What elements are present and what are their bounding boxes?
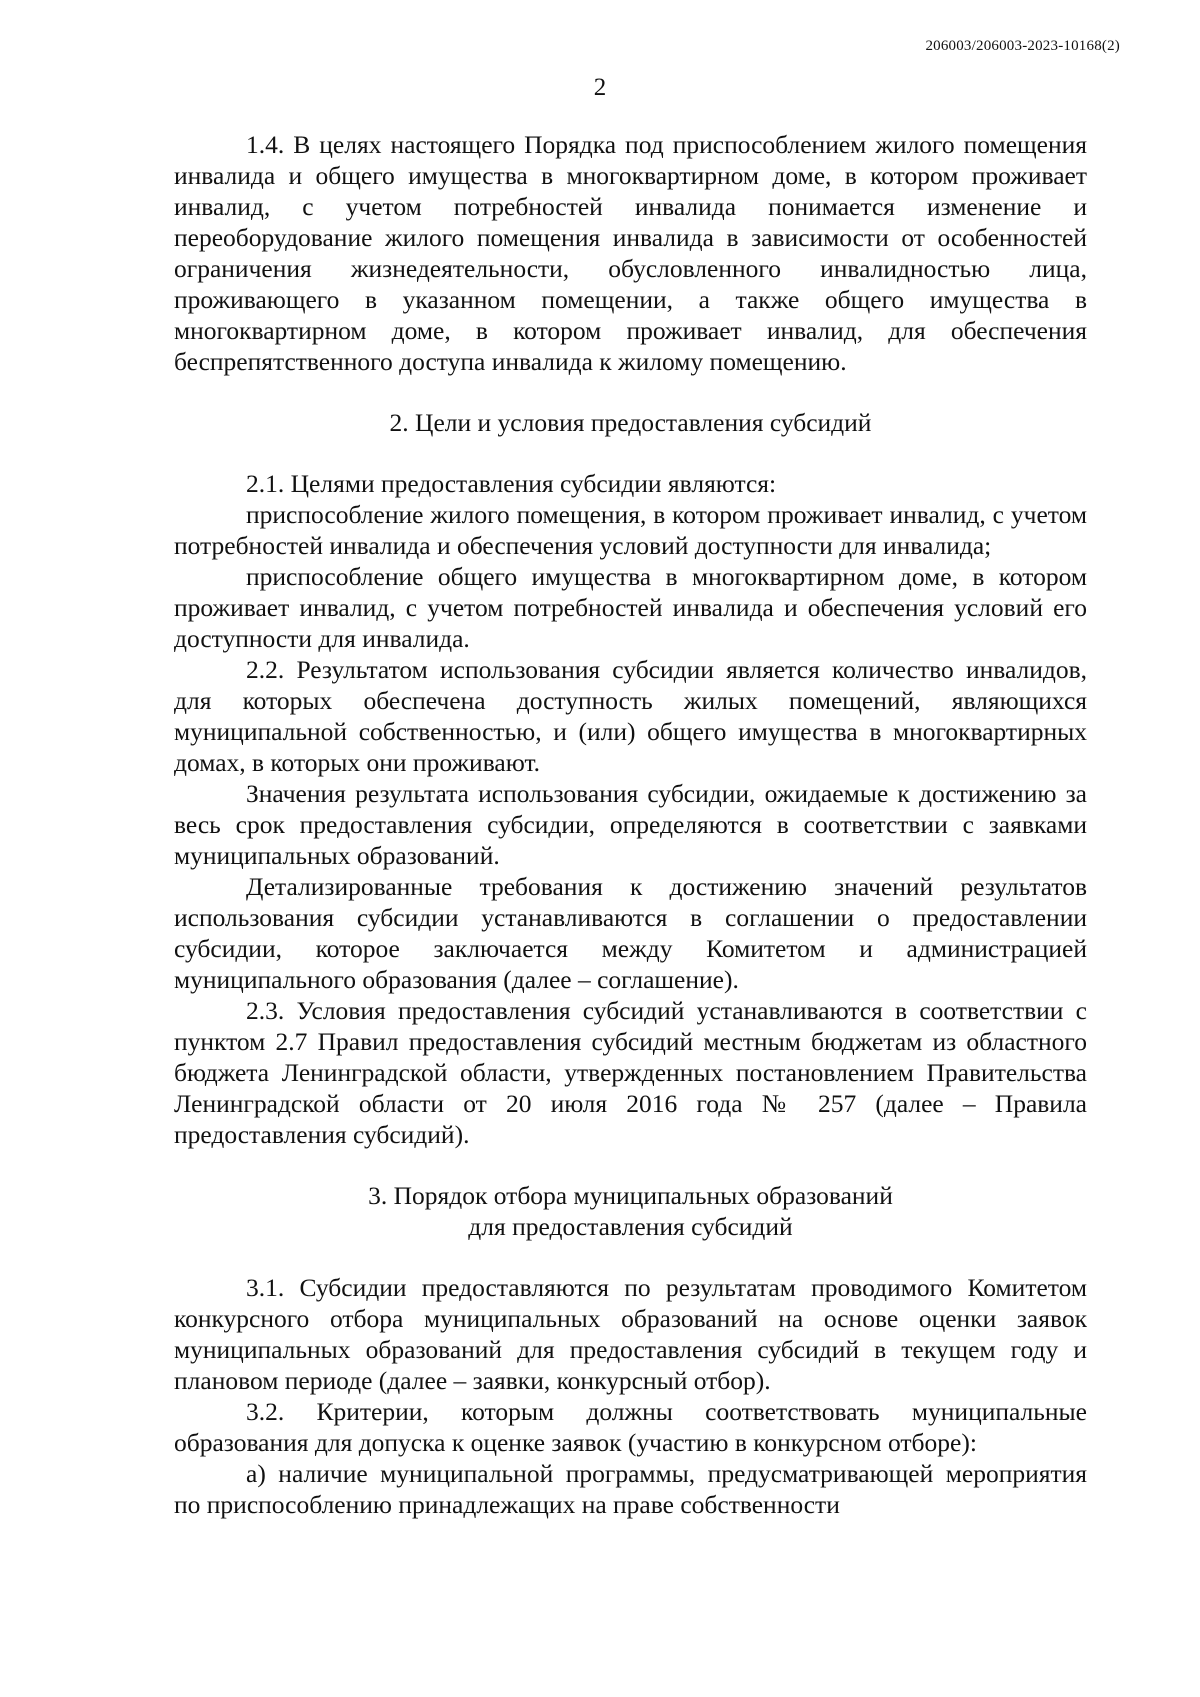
paragraph-2-1-goal-dwelling: приспособление жилого помещения, в котором проживает инвалид, с учетом потребностей инвалида и обеспечения условий доступности для инвалида; [174,500,1087,560]
section-3-heading-line-1: 3. Порядок отбора муниципальных образований [368,1181,893,1210]
paragraph-2-1-goal-common-property: приспособление общего имущества в многоквартирном доме, в котором проживает инвалид, с учетом потребностей инвалида и обеспечения условий его доступности для инвалида. [174,562,1087,653]
page-number: 2 [593,74,607,101]
paragraph-3-2: 3.2. Критерии, которым должны соответствовать муниципальные образования для допуска к оценке заявок (участию в конкурсном отборе): [174,1397,1087,1457]
section-2-heading: 2. Цели и условия предоставления субсидий [389,408,872,437]
paragraph-2-3: 2.3. Условия предоставления субсидий устанавливаются в соответствии с пунктом 2.7 Правил предоставления субсидий местным бюджетам из областного бюджета Ленинградской области, утвержденных постановлением Правительства Ленинградской области от 20 июля 2016 года № 257 (далее – Правила предоставления субсидий). [174,996,1087,1149]
paragraph-2-2: 2.2. Результатом использования субсидии является количество инвалидов, для которых обеспечена доступность жилых помещений, являющихся муниципальной собственностью, и (или) общего имущества в многоквартирных домах, в которых они проживают. [174,655,1087,777]
paragraph-3-1: 3.1. Субсидии предоставляются по результатам проводимого Комитетом конкурсного отбора муниципальных образований на основе оценки заявок муниципальных образований для предоставления субсидий в текущем году и плановом периоде (далее – заявки, конкурсный отбор). [174,1273,1087,1395]
paragraph-3-2-a: а) наличие муниципальной программы, предусматривающей мероприятия по приспособлению принадлежащих на праве собственности [174,1459,1087,1519]
paragraph-2-1: 2.1. Целями предоставления субсидии являются: [246,469,777,498]
paragraph-2-2-values: Значения результата использования субсидии, ожидаемые к достижению за весь срок предоставления субсидии, определяются в соответствии с заявками муниципальных образований. [174,779,1087,870]
section-3-heading [174,1180,1087,1242]
document-body [174,129,1087,1520]
section-3-heading-line-2: для предоставления субсидий [468,1212,793,1241]
paragraph-2-2-requirements: Детализированные требования к достижению значений результатов использования субсидии устанавливаются в соглашении о предоставлении субсидии, которое заключается между Комитетом и администрацией муниципального образования (далее – соглашение). [174,872,1087,994]
paragraph-1-4: 1.4. В целях настоящего Порядка под приспособлением жилого помещения инвалида и общего имущества в многоквартирном доме, в котором проживает инвалид, с учетом потребностей инвалида понимается изменение и переоборудование жилого помещения инвалида в зависимости от особенностей ограничения жизнедеятельности, обусловленного инвалидностью лица, проживающего в указанном помещении, а также общего имущества в многоквартирном доме, в котором проживает инвалид, для обеспечения беспрепятственного доступа инвалида к жилому помещению. [174,130,1087,376]
document-id: 206003/206003-2023-10168(2) [925,38,1120,54]
